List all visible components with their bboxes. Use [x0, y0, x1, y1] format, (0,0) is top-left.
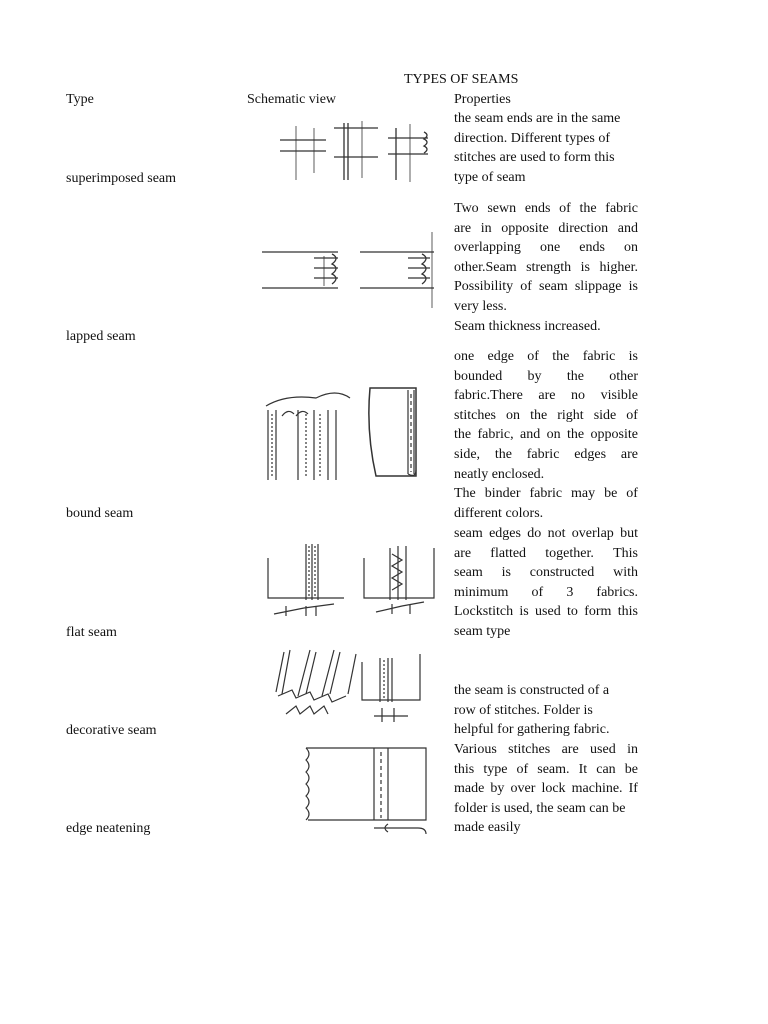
header-properties: Properties: [454, 92, 511, 107]
property-line: one edge of the fabric is: [454, 349, 638, 364]
property-line: The binder fabric may be of: [454, 486, 638, 502]
property-line: row of stitches. Folder is: [454, 702, 593, 718]
page-title: TYPES OF SEAMS: [404, 72, 519, 87]
property-line: made easily: [454, 820, 521, 836]
property-line: seam type: [454, 623, 511, 639]
property-line: Possibility of seam slippage is: [454, 279, 638, 295]
lapped-seam-diagram: [258, 230, 438, 310]
property-line: direction. Different types of: [454, 130, 611, 146]
property-line: different colors.: [454, 505, 544, 521]
property-line: bounded by the other: [454, 368, 638, 384]
edge-neatening-diagram: [286, 744, 432, 838]
properties-decorative: [454, 681, 638, 740]
property-line: fabric.There are no visible: [454, 388, 638, 404]
property-line: stitches are used to form this: [454, 150, 615, 166]
property-line: other.Seam strength is higher.: [454, 259, 638, 275]
property-line: the seam ends are in the same: [454, 111, 621, 126]
properties-edge-neatening: [454, 740, 638, 838]
properties-superimposed: [454, 109, 638, 187]
row-type-edge-neatening: edge neatening: [66, 821, 151, 836]
property-line: Seam thickness increased.: [454, 318, 601, 334]
property-line: helpful for gathering fabric.: [454, 722, 610, 738]
property-line: are in opposite direction and: [454, 220, 638, 236]
properties-lapped: [454, 199, 638, 336]
row-type-bound: bound seam: [66, 506, 134, 521]
property-line: the fabric, and on the opposite: [454, 427, 638, 443]
property-line: overlapping one ends on: [454, 240, 638, 256]
row-type-lapped: lapped seam: [66, 329, 136, 344]
properties-flat: [454, 524, 638, 642]
property-line: stitches on the right side of: [454, 407, 638, 423]
property-line: Two sewn ends of the fabric: [454, 201, 638, 216]
property-line: the seam is constructed of a: [454, 683, 610, 698]
properties-bound: [454, 347, 638, 523]
row-type-flat: flat seam: [66, 625, 117, 640]
bound-seam-diagram: [262, 380, 442, 486]
header-schematic-view: Schematic view: [247, 92, 337, 107]
row-type-decorative: decorative seam: [66, 723, 157, 738]
superimposed-seam-diagram: [278, 118, 438, 188]
property-line: type of seam: [454, 169, 526, 185]
property-line: side, the fabric edges are: [454, 446, 638, 462]
property-line: are flatted together. This: [454, 545, 638, 561]
property-line: very less.: [454, 298, 507, 314]
property-line: made by over lock machine. If: [454, 781, 638, 797]
property-line: Lockstitch is used to form this: [454, 604, 638, 620]
property-line: neatly enclosed.: [454, 466, 545, 482]
property-line: Various stitches are used in: [454, 742, 638, 757]
property-line: this type of seam. It can be: [454, 761, 638, 777]
property-line: seam is constructed with: [454, 565, 638, 581]
property-line: seam edges do not overlap but: [454, 526, 638, 541]
row-type-superimposed: superimposed seam: [66, 171, 177, 186]
header-type: Type: [66, 92, 94, 107]
decorative-seam-diagram: [270, 644, 428, 728]
flat-seam-diagram: [264, 538, 438, 624]
property-line: minimum of 3 fabrics.: [454, 584, 638, 600]
property-line: folder is used, the seam can be: [454, 800, 626, 816]
